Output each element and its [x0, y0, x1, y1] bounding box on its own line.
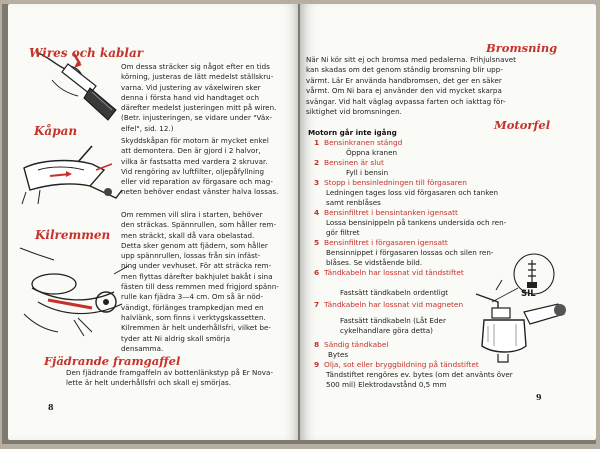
text-line: svängar. Vid halt väglag avpassa farten och iakttag för- — [306, 96, 506, 106]
text-line: lette är helt underhållsfri och skall ej smörjas. — [66, 378, 232, 388]
text-line: Bytes — [328, 350, 349, 359]
text-line: rulle kan fjädra 3—4 cm. Om så är nöd- — [121, 292, 263, 302]
item-number: 9 — [314, 360, 320, 369]
item-number: 4 — [314, 208, 320, 217]
text-line: Lossa bensinippeln på tankens undersida och ren- — [326, 218, 507, 227]
text-line: samt renblåses — [326, 198, 381, 208]
item-number: 7 — [314, 300, 320, 309]
sil-label: SIL — [521, 289, 536, 299]
text-line: Om dessa sträcker sig något efter en tids — [121, 62, 270, 71]
item-remedy — [326, 188, 498, 209]
text-line: värmt. Lär Er använda handbromsen, det ger en säker — [306, 75, 502, 85]
text-line: eller vid reparation av förgasare och mag- — [121, 177, 273, 187]
text-line: neten behöver endast vänster halva lossas. — [121, 187, 279, 197]
text-line: vändigt, förlänges trampkedjan med en — [121, 302, 264, 312]
text-line: varna. Vid justering av växelwiren sker — [121, 82, 261, 92]
text-line: men flyttas därefter bakhjulet bakåt i sina — [121, 271, 273, 281]
bromsning-text — [306, 55, 516, 117]
v-belt-illustration — [18, 244, 132, 340]
text-line: att demontera. Den är gjord i 2 halvor, — [121, 146, 261, 156]
item-number: 1 — [314, 138, 320, 147]
text-line: Bensinnippet i förgasaren lossas och silen ren- — [326, 248, 494, 257]
text-line: 500 mil) Elektrodavstånd 0,5 mm — [326, 380, 447, 390]
text-line: Ledningen tages loss vid förgasaren och tanken — [326, 188, 499, 197]
text-line: därefter medelst justeringen mitt på wiren. — [121, 103, 277, 113]
item-remedy — [326, 248, 494, 269]
fjadrande-heading: Fjädrande framgaffel — [44, 354, 181, 368]
text-line: den sträckas. Spännrullen, som håller rem- — [121, 220, 277, 230]
text-line: kan skadas om det genom ständig bromsning blir upp- — [306, 65, 503, 75]
item-number: 3 — [314, 178, 320, 187]
text-line: Skyddskåpan för motorn är mycket enkel — [121, 136, 269, 145]
text-line: ning under vevhuset. För att sträcka rem- — [121, 261, 272, 271]
text-line: Detta sker genom att fjädern, som håller — [121, 240, 268, 250]
fjadrande-text — [66, 368, 273, 389]
item-problem: Tändkabeln har lossnat vid tändstiftet — [324, 268, 464, 277]
kilremmen-heading: Kilremmen — [35, 228, 111, 242]
item-remedy — [326, 370, 513, 391]
item-number: 6 — [314, 268, 320, 277]
text-line: upp spännrullen, lossas från sin infäst- — [121, 251, 261, 261]
item-remedy — [326, 218, 506, 239]
motorfel-heading: Motorfel — [494, 118, 551, 132]
kapan-text — [121, 136, 278, 198]
kapan-heading: Kåpan — [34, 124, 78, 138]
item-problem: Sändig tändkabel — [324, 340, 389, 349]
page-number: 9 — [536, 392, 542, 402]
item-problem: Bensinfiltret i förgasaren igensatt — [324, 238, 448, 247]
motorfel-subheading: Motorn går inte igång — [308, 128, 397, 137]
kilremmen-text — [121, 210, 279, 354]
item-remedy — [340, 288, 448, 298]
text-line: Fastsätt tändkabeln (Låt Eder — [340, 316, 446, 325]
handlebar-cable-illustration — [22, 50, 122, 128]
text-line: Om remmen vill slira i starten, behöver — [121, 210, 263, 219]
item-number: 5 — [314, 238, 320, 247]
item-problem: Bensinfiltret i bensintanken igensatt — [324, 208, 458, 217]
text-line: körning, justeras de lätt medelst ställskru- — [121, 72, 274, 82]
text-line: Fyll i bensin — [346, 168, 389, 177]
text-line: fästen till dess remmen med frigjord spänn- — [121, 282, 279, 292]
item-problem: Stopp i bensinledningen till förgasaren — [324, 178, 467, 187]
text-line: halvlänk, som finns i verktygskassetten. — [121, 312, 266, 322]
page-number: 8 — [48, 402, 54, 412]
item-problem: Bensinen är slut — [324, 158, 384, 167]
text-line: gör filtret — [326, 228, 360, 238]
item-remedy — [346, 148, 397, 158]
engine-cover-illustration — [20, 140, 130, 208]
text-line: Kilremmen är helt underhållsfri, vilket be- — [121, 323, 272, 333]
text-line: cykelhandlare göra detta) — [340, 326, 433, 336]
text-line: Öppna kranen — [346, 148, 398, 157]
wires-text — [121, 62, 276, 134]
item-remedy — [340, 316, 446, 337]
wires-heading: Wires och kablar — [29, 46, 144, 60]
item-problem: Tändkabeln har lossnat vid magneten — [324, 300, 464, 309]
item-problem: Bensinkranen stängd — [324, 138, 403, 147]
item-remedy — [346, 168, 388, 178]
item-problem: Olja, sot eller bryggbildning på tändstiftet — [324, 360, 479, 369]
text-line: Vid rengöring av luftfilter, oljepåfyllning — [121, 166, 265, 176]
text-line: vilka är fastsatta med vardera 2 skruvar. — [121, 156, 268, 166]
text-line: vårmt. Om Ni bara ej använder den vid mycket skarpa — [306, 86, 502, 96]
text-line: men sträckt, skall då vara obelastad. — [121, 230, 255, 240]
text-line: Den fjädrande framgaffeln av bottenlänkstyp på Er Nova- — [66, 368, 274, 377]
item-number: 2 — [314, 158, 320, 167]
text-line: (Betr. injusteringen, se vidare under "Väx- — [121, 113, 273, 123]
left-page — [8, 4, 298, 440]
right-page — [300, 4, 596, 440]
text-line: Fastsätt tändkabeln ordentligt — [340, 288, 449, 297]
item-number: 8 — [314, 340, 320, 349]
text-line: blåses. Se vidstående bild. — [326, 258, 423, 268]
text-line: Tändstiftet rengöres ev. bytes (om det använts över — [326, 370, 513, 379]
text-line: elfel", sid. 12.) — [121, 123, 174, 133]
text-line: siktighet vid bromsningen. — [306, 107, 402, 117]
text-line: denna i första hand vid handtaget och — [121, 92, 260, 102]
bromsning-heading: Bromsning — [486, 41, 558, 55]
item-remedy — [328, 350, 348, 360]
text-line: När Ni kör sitt ej och bromsa med pedalerna. Frihjulsnavet — [306, 55, 516, 64]
booklet-spread — [2, 4, 596, 444]
text-line: tyder att Ni aldrig skall smörja — [121, 333, 231, 343]
text-line: densamma. — [121, 343, 164, 353]
